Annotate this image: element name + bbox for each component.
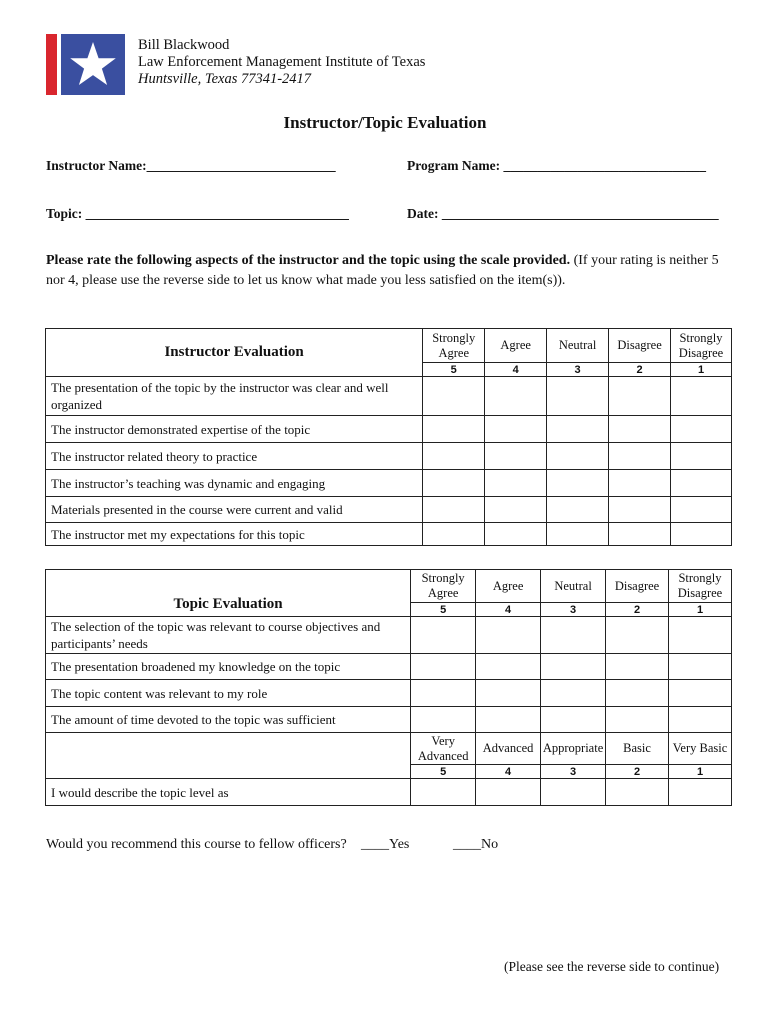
table-row	[46, 443, 732, 470]
scale-label: Strongly Agree	[423, 329, 485, 363]
rating-box[interactable]	[485, 523, 547, 546]
rating-box[interactable]	[485, 470, 547, 497]
rating-box[interactable]	[606, 707, 669, 733]
continue-note: (Please see the reverse side to continue)	[504, 959, 720, 974]
level-number: 3	[541, 765, 606, 779]
level-blank-cell	[46, 733, 411, 779]
rating-box[interactable]	[476, 707, 541, 733]
rating-box[interactable]	[485, 416, 547, 443]
rating-box[interactable]	[609, 377, 671, 416]
rating-box[interactable]	[606, 617, 669, 654]
level-label: Advanced	[476, 733, 541, 765]
instructor-evaluation-table	[45, 328, 732, 546]
scale-number: 3	[547, 363, 609, 377]
rating-box[interactable]	[541, 707, 606, 733]
scale-number: 1	[669, 603, 732, 617]
topic-evaluation-table	[45, 569, 732, 806]
rating-box[interactable]	[423, 470, 485, 497]
instructions-note: (If your rating is neither 5 nor 4, please use the reverse side to let us know what made you less satisfied on the item(s)).	[46, 253, 719, 288]
rating-box[interactable]	[671, 523, 732, 546]
rating-box[interactable]	[606, 680, 669, 707]
rating-box[interactable]	[423, 497, 485, 523]
rating-box[interactable]	[476, 617, 541, 654]
level-label: Basic	[606, 733, 669, 765]
recommend-yes-option[interactable]: ____Yes	[361, 837, 410, 852]
question-text: The instructor demonstrated expertise of the topic	[46, 416, 423, 443]
table-row	[46, 654, 732, 680]
question-text: The amount of time devoted to the topic was sufficient	[46, 707, 411, 733]
rating-box[interactable]	[609, 523, 671, 546]
org-institute: Law Enforcement Management Institute of Texas	[138, 54, 426, 70]
question-text: I would describe the topic level as	[46, 779, 411, 806]
level-label: Appropriate	[541, 733, 606, 765]
recommend-no-option[interactable]: ____No	[453, 837, 499, 852]
question-text: The selection of the topic was relevant to course objectives and participants’ needs	[46, 617, 411, 654]
rating-box[interactable]	[541, 617, 606, 654]
topic-field[interactable]: Topic: _______________________________________	[46, 206, 349, 221]
table-row	[46, 377, 732, 416]
scale-number: 5	[411, 603, 476, 617]
rating-box[interactable]	[485, 443, 547, 470]
date-field[interactable]: Date: _________________________________________	[407, 206, 719, 221]
rating-box[interactable]	[669, 654, 732, 680]
rating-box[interactable]	[423, 443, 485, 470]
rating-box[interactable]	[671, 470, 732, 497]
level-number: 5	[411, 765, 476, 779]
rating-box[interactable]	[669, 617, 732, 654]
scale-label: Strongly Disagree	[669, 570, 732, 603]
question-text: The instructor met my expectations for this topic	[46, 523, 423, 546]
question-text: The topic content was relevant to my role	[46, 680, 411, 707]
question-text: Materials presented in the course were current and valid	[46, 497, 423, 523]
question-text: The presentation of the topic by the instructor was clear and well organized	[46, 377, 423, 416]
scale-number: 2	[609, 363, 671, 377]
rating-box[interactable]	[547, 416, 609, 443]
scale-label: Disagree	[606, 570, 669, 603]
rating-box[interactable]	[609, 443, 671, 470]
rating-box[interactable]	[423, 523, 485, 546]
question-text: The instructor related theory to practice	[46, 443, 423, 470]
rating-box[interactable]	[609, 497, 671, 523]
scale-label: Strongly Disagree	[671, 329, 732, 363]
instructor-category-heading: Instructor Evaluation	[46, 329, 423, 377]
level-number: 1	[669, 765, 732, 779]
scale-label: Strongly Agree	[411, 570, 476, 603]
rating-box[interactable]	[476, 654, 541, 680]
org-name: Bill Blackwood	[138, 37, 230, 53]
table-row	[46, 779, 732, 806]
rating-box[interactable]	[541, 779, 606, 806]
table-row	[46, 523, 732, 546]
instructions	[46, 251, 726, 291]
rating-box[interactable]	[609, 416, 671, 443]
texas-star-logo	[46, 34, 125, 95]
table-row	[46, 497, 732, 523]
rating-box[interactable]	[476, 680, 541, 707]
scale-number: 1	[671, 363, 732, 377]
table-row	[46, 707, 732, 733]
rating-box[interactable]	[671, 497, 732, 523]
scale-label: Neutral	[547, 329, 609, 363]
rating-box[interactable]	[423, 416, 485, 443]
rating-box[interactable]	[485, 377, 547, 416]
scale-label: Neutral	[541, 570, 606, 603]
rating-box[interactable]	[606, 779, 669, 806]
page-title: Instructor/Topic Evaluation	[283, 113, 487, 132]
table-row	[46, 470, 732, 497]
table-row	[46, 680, 732, 707]
rating-box[interactable]	[411, 680, 476, 707]
rating-box[interactable]	[669, 779, 732, 806]
scale-number: 4	[485, 363, 547, 377]
instructor-name-field[interactable]: Instructor Name:____________________________	[46, 158, 336, 173]
table-row	[46, 416, 732, 443]
rating-box[interactable]	[485, 497, 547, 523]
scale-label: Disagree	[609, 329, 671, 363]
rating-box[interactable]	[671, 377, 732, 416]
org-address: Huntsville, Texas 77341-2417	[138, 71, 312, 87]
scale-number: 4	[476, 603, 541, 617]
rating-box[interactable]	[541, 654, 606, 680]
scale-number: 3	[541, 603, 606, 617]
rating-box[interactable]	[671, 416, 732, 443]
rating-box[interactable]	[547, 497, 609, 523]
rating-box[interactable]	[609, 470, 671, 497]
scale-number: 5	[423, 363, 485, 377]
rating-box[interactable]	[547, 470, 609, 497]
scale-label: Agree	[485, 329, 547, 363]
level-label: Very Basic	[669, 733, 732, 765]
question-text: The instructor’s teaching was dynamic and engaging	[46, 470, 423, 497]
level-number: 2	[606, 765, 669, 779]
instructions-bold: Please rate the following aspects of the instructor and the topic using the scale provided.	[46, 253, 571, 268]
rating-box[interactable]	[541, 680, 606, 707]
rating-box[interactable]	[669, 707, 732, 733]
rating-box[interactable]	[411, 707, 476, 733]
scale-label: Agree	[476, 570, 541, 603]
rating-box[interactable]	[476, 779, 541, 806]
rating-box[interactable]	[669, 680, 732, 707]
rating-box[interactable]	[423, 377, 485, 416]
rating-box[interactable]	[411, 654, 476, 680]
program-name-field[interactable]: Program Name: ______________________________	[407, 158, 706, 173]
level-label: Very Advanced	[411, 733, 476, 765]
question-text: The presentation broadened my knowledge on the topic	[46, 654, 411, 680]
rating-box[interactable]	[411, 617, 476, 654]
level-number: 4	[476, 765, 541, 779]
rating-box[interactable]	[606, 654, 669, 680]
rating-box[interactable]	[671, 443, 732, 470]
rating-box[interactable]	[411, 779, 476, 806]
topic-category-heading: Topic Evaluation	[46, 570, 411, 617]
recommend-question: Would you recommend this course to fellow officers?	[46, 837, 347, 852]
rating-box[interactable]	[547, 377, 609, 416]
scale-number: 2	[606, 603, 669, 617]
rating-box[interactable]	[547, 523, 609, 546]
rating-box[interactable]	[547, 443, 609, 470]
table-row	[46, 617, 732, 654]
